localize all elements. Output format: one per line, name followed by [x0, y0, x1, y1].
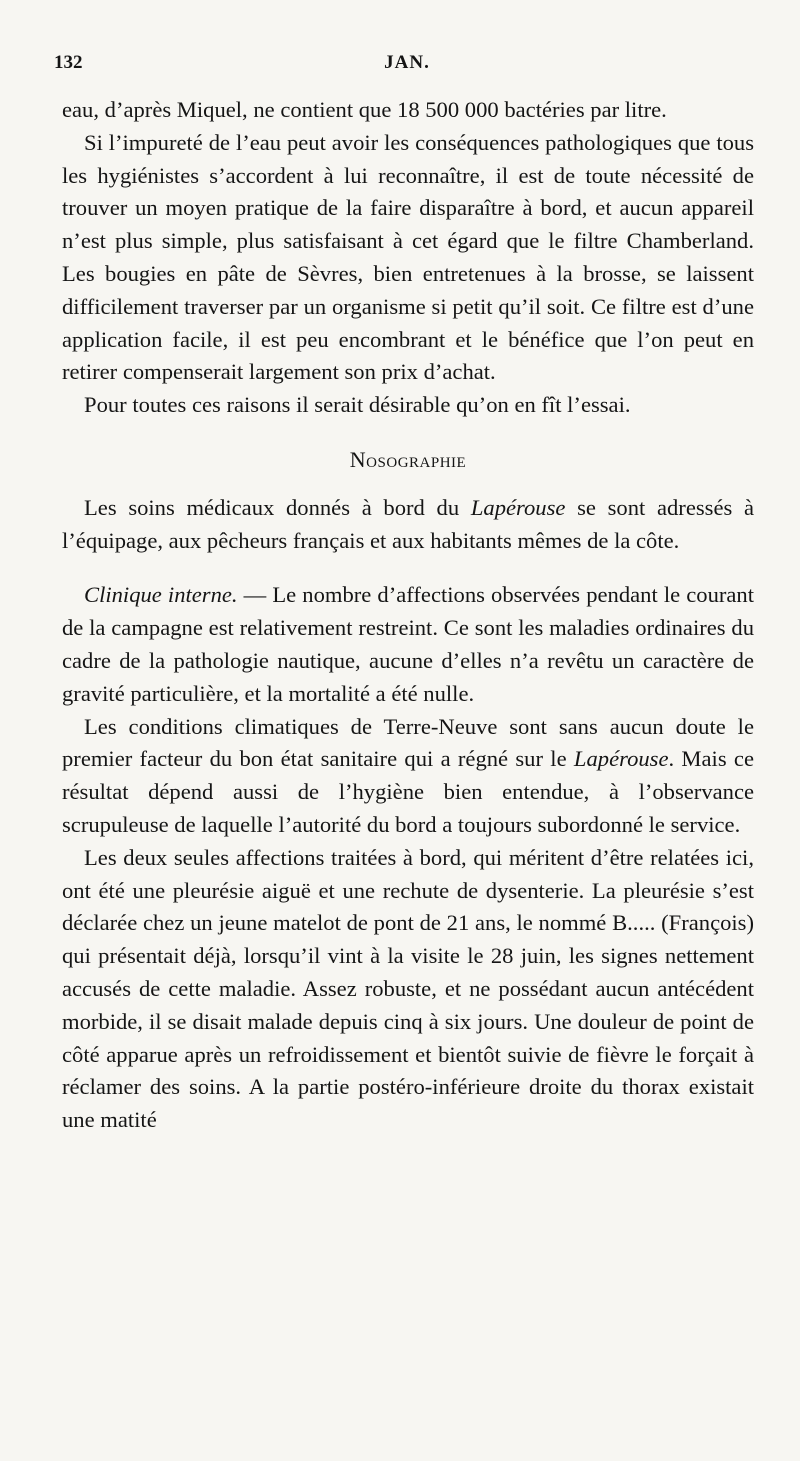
spacer: [62, 557, 754, 579]
text-segment: Les soins médicaux donnés à bord du: [84, 494, 471, 520]
text-segment: . Mais ce résultat dépend aussi de l’hygiène bien entendue, à l’observance scrupuleuse de laquelle l’autorité du bord a toujours subordonné le service.: [62, 746, 754, 837]
paragraph-water-bacteria: eau, d’après Miquel, ne contient que 18 500 000 bactéries par litre.: [62, 97, 667, 122]
section-heading: Nosographie: [349, 446, 467, 472]
paragraph-clinique-interne: [62, 579, 754, 710]
ship-name: Lapérouse: [470, 494, 566, 520]
paragraph-conclusion: Pour toutes ces raisons il serait désirable qu’on en fît l’essai.: [84, 392, 631, 418]
paragraph-medical-care: [62, 492, 754, 558]
paragraph-climate: [62, 711, 754, 842]
ship-name: Lapérouse: [573, 746, 669, 772]
text-segment: se sont adressés à l’équipage, aux pêcheurs français et aux habitants mêmes de la côte.: [62, 494, 754, 553]
page-number: 132: [54, 52, 83, 73]
paragraph-pleurisy: Les deux seules affections traitées à bord, qui méritent d’être relatées ici, ont été une pleurésie aiguë et une rechute de dysenterie. La pleurésie s’est déclarée chez un jeune matelot de pont de 21 ans, le nommé B..... (François) qui présentait déjà, lorsqu’il vint à la visite le 28 juin, les signes nettement accusés de cette maladie. Assez robuste, et ne possédant aucun antécédent morbide, il se disait malade depuis cinq à six jours. Une douleur de point de côté apparue après un refroidissement et bientôt suivie de fièvre le forçait à réclamer des soins. A la partie postéro-inférieure droite du thorax existait une matité: [62, 844, 754, 1133]
paragraph-filter: Si l’impureté de l’eau peut avoir les conséquences pathologiques que tous les hygiénistes s’accordent à lui reconnaître, il est de toute nécessité de trouver un moyen pratique de la faire disparaître à bord, et aucun appareil n’est plus simple, plus satisfaisant à cet égard que le filtre Chamberland. Les bougies en pâte de Sèvres, bien entretenues à la brosse, se laissent difficilement traverser par un organisme si petit qu’il soit. Ce filtre est d’une application facile, il est peu encombrant et le bénéfice que l’on peut en retirer compenserait largement son prix d’achat.: [62, 129, 754, 385]
text-segment: Les conditions climatiques de Terre-Neuve sont sans aucun doute le premier facteur du bon état sanitaire qui a régné sur le: [62, 713, 754, 772]
text-segment: — Le nombre d’affections observées pendant le courant de la campagne est relativement restreint. Ce sont les maladies ordinaires du cadre de la pathologie nautique, aucune d’elles n’a revêtu un caractère de gravité particulière, et la mortalité a été nulle.: [62, 582, 754, 706]
body-text: [62, 94, 754, 1137]
subheading: Clinique interne.: [84, 582, 238, 608]
running-title: JAN.: [384, 52, 430, 73]
running-head: [54, 52, 760, 78]
